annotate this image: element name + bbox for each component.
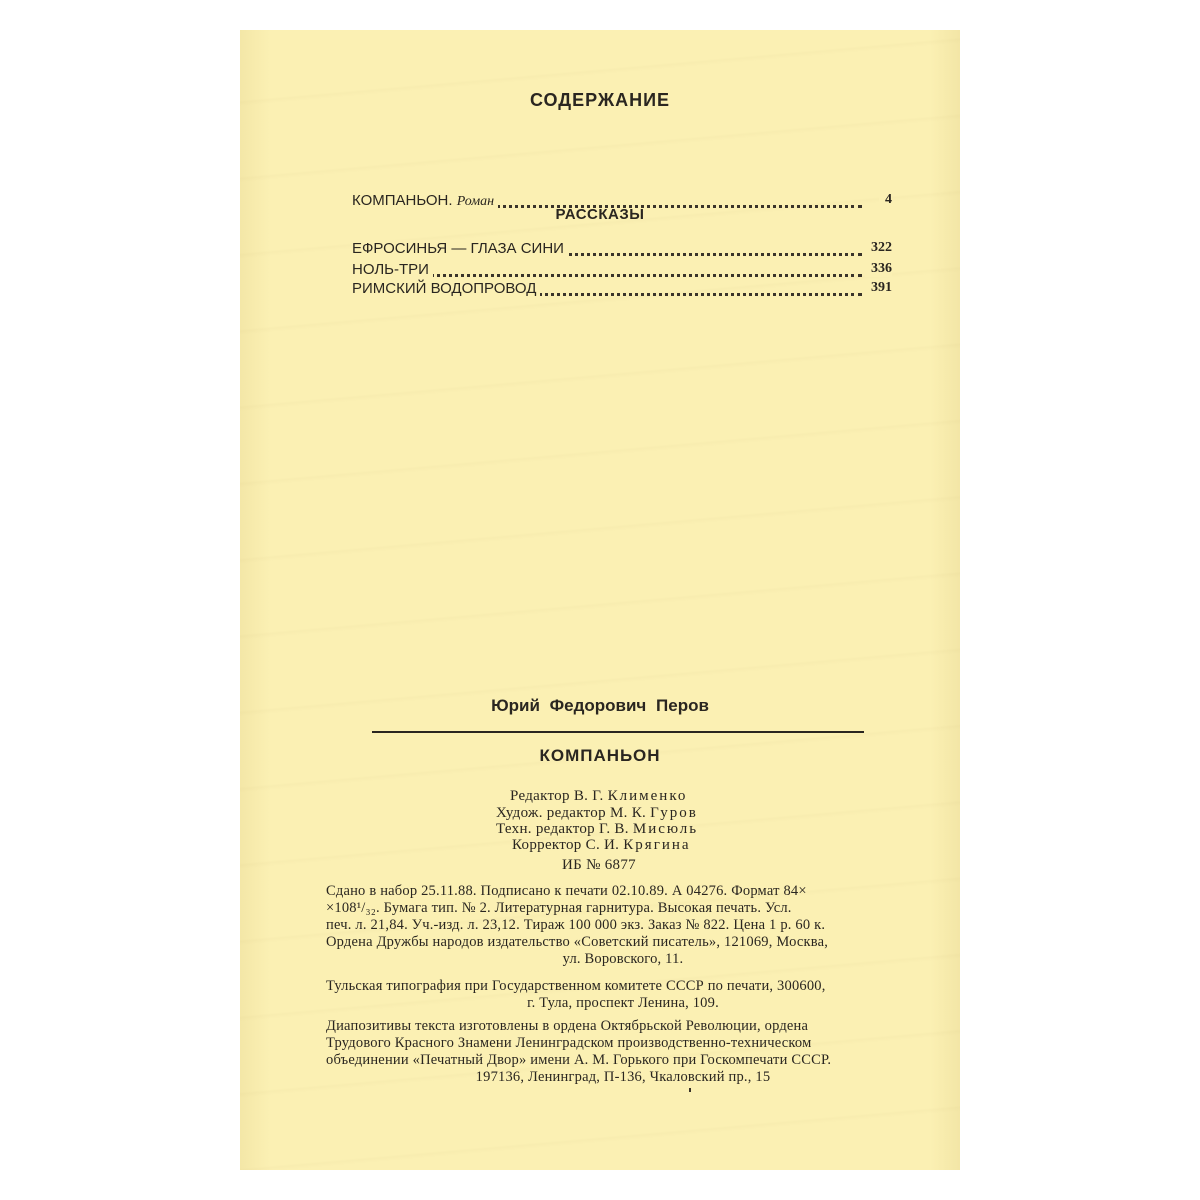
toc-entry-page: 322 <box>865 240 892 256</box>
diapositives-info <box>326 1018 920 1086</box>
imprint-line: г. Тула, проспект Ленина, 109. <box>527 995 719 1011</box>
toc-entry-title: ЕФРОСИНЬЯ — ГЛАЗА СИНИ <box>352 240 568 257</box>
credit-line: Худож. редактор М. К. Гуров <box>496 805 698 821</box>
imprint-line: ×108¹/₃₂. Бумага тип. № 2. Литературная гарнитура. Высокая печать. Усл. <box>326 900 792 916</box>
toc-entry-story <box>352 240 892 260</box>
imprint-line: Сдано в набор 25.11.88. Подписано к печати 02.10.89. А 04276. Формат 84× <box>326 883 807 899</box>
ib-number: ИБ № 6877 <box>562 857 636 873</box>
imprint-line: печ. л. 21,84. Уч.-изд. л. 23,12. Тираж 100 000 экз. Заказ № 822. Цена 1 р. 60 к. <box>326 917 826 933</box>
credit-line: Техн. редактор Г. В. Мисюль <box>496 821 699 837</box>
book-page <box>240 30 960 1170</box>
stories-heading: РАССКАЗЫ <box>555 206 645 223</box>
imprint-line: 197136, Ленинград, П-136, Чкаловский пр., 15 <box>475 1069 771 1085</box>
print-details <box>326 883 920 968</box>
toc-heading: СОДЕРЖАНИЕ <box>529 90 671 110</box>
imprint-line: Трудового Красного Знамени Ленинградском производственно-техническом <box>326 1035 812 1051</box>
imprint-line: ул. Воровского, 11. <box>562 951 684 967</box>
printing-house <box>326 978 920 1012</box>
toc-entry-title: НОЛЬ-ТРИ <box>352 261 433 278</box>
imprint-line: Диапозитивы текста изготовлены в ордена Октябрьской Революции, ордена <box>326 1018 809 1034</box>
divider-rule <box>372 731 864 733</box>
toc-entry-story <box>352 280 892 300</box>
toc-entry-page: 391 <box>865 280 892 296</box>
toc-entry-page: 336 <box>865 261 892 277</box>
ink-speck <box>689 1088 691 1092</box>
book-title: КОМПАНЬОН <box>539 746 661 765</box>
imprint-line: Тульская типография при Государственном комитете СССР по печати, 300600, <box>326 978 826 994</box>
toc-entry-story <box>352 261 892 281</box>
credit-line: Редактор В. Г. Клименко <box>510 788 688 804</box>
toc-entry-title: КОМПАНЬОН. Роман <box>352 192 498 210</box>
imprint-line: объединении «Печатный Двор» имени А. М. Горького при Госкомпечати СССР. <box>326 1052 832 1068</box>
toc-entry-title: РИМСКИЙ ВОДОПРОВОД <box>352 280 540 297</box>
author-name: Юрий Федорович Перов <box>491 696 709 715</box>
credit-line: Корректор С. И. Крягина <box>512 837 691 853</box>
toc-entry-page: 4 <box>879 192 892 208</box>
toc-entry-genre: Роман <box>456 194 495 209</box>
imprint-line: Ордена Дружбы народов издательство «Советский писатель», 121069, Москва, <box>326 934 829 950</box>
